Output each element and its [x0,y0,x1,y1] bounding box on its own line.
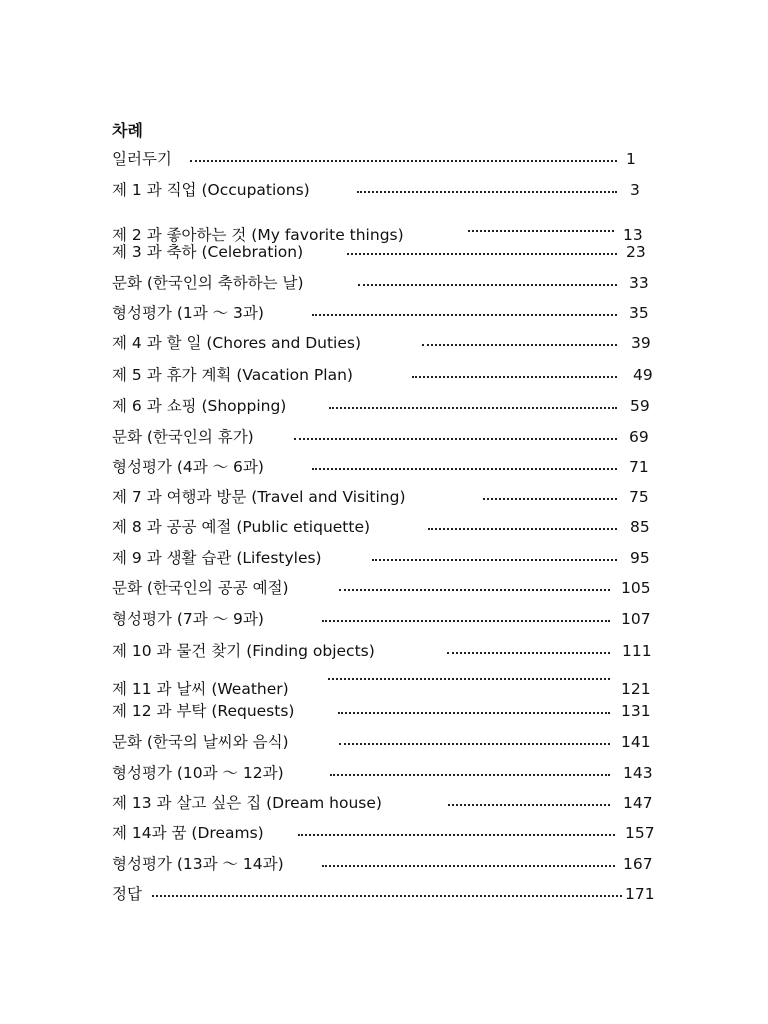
toc-entry-label: 문화 (한국인의 휴가) [112,428,254,446]
toc-dot-leader [468,230,614,232]
toc-entry-page: 95 [630,549,650,567]
toc-entry-page: 157 [625,824,655,842]
toc-entry-page: 85 [630,518,650,536]
toc-entry [112,364,656,386]
toc-entry [112,241,656,263]
toc-entry [112,302,656,324]
toc-entry-label: 제 9 과 생활 습관 (Lifestyles) [112,549,322,567]
toc-entry-page: 105 [621,579,651,597]
toc-entry-page: 171 [625,885,655,903]
toc-entry-label: 제 10 과 물건 찾기 (Finding objects) [112,642,375,660]
toc-dot-leader [448,804,610,806]
toc-entry [112,516,656,538]
toc-dot-leader [328,678,610,680]
toc-dot-leader [447,652,610,654]
toc-dot-leader [347,253,617,255]
toc-entry [112,608,656,630]
toc-entry-label: 제 2 과 좋아하는 것 (My favorite things) [112,226,404,244]
toc-dot-leader [428,528,617,530]
toc-entry-page: 167 [623,855,653,873]
toc-dot-leader [422,344,617,346]
toc-entry-label: 제 4 과 할 일 (Chores and Duties) [112,334,362,352]
toc-entry [112,456,656,478]
toc-dot-leader [329,407,617,409]
toc-entry-page: 13 [623,226,643,244]
toc-entry [112,822,656,844]
toc-entry-label: 문화 (한국의 날씨와 음식) [112,733,289,751]
toc-dot-leader [152,895,622,897]
toc-entry [112,179,656,201]
toc-entry [112,272,656,294]
toc-entry-page: 131 [621,702,651,720]
toc-entry-label: 제 1 과 직업 (Occupations) [112,181,310,199]
toc-entry [112,792,656,814]
toc-entry-page: 23 [626,243,646,261]
toc-entry [112,547,656,569]
toc-entry-label: 형성평가 (13과 ～ 14과) [112,855,284,873]
toc-entry [112,332,656,354]
toc-dot-leader [190,160,617,162]
toc-dot-leader [372,559,617,561]
toc-dot-leader [339,589,610,591]
toc-dot-leader [298,834,615,836]
toc-entry-page: 71 [629,458,649,476]
toc-entry [112,148,656,170]
toc-entry [112,426,656,448]
toc-entry-page: 141 [621,733,651,751]
toc-entry [112,640,656,662]
toc-entry-label: 제 12 과 부탁 (Requests) [112,702,295,720]
toc-entry-page: 107 [621,610,651,628]
toc-entry-page: 69 [629,428,649,446]
toc-dot-leader [330,774,610,776]
toc-entry-page: 39 [631,334,651,352]
toc-entry-label: 제 14과 꿈 (Dreams) [112,824,264,842]
toc-entry-page: 143 [623,764,653,782]
toc-entry-label: 제 8 과 공공 예절 (Public etiquette) [112,518,371,536]
toc-entry-page: 75 [629,488,649,506]
toc-entry-label: 제 13 과 살고 싶은 집 (Dream house) [112,794,382,812]
toc-dot-leader [294,438,617,440]
toc-entry [112,883,656,905]
toc-entry-page: 1 [626,150,636,168]
toc-entry [112,678,656,700]
toc-entry-label: 형성평가 (4과 ～ 6과) [112,458,264,476]
toc-entry [112,486,656,508]
toc-dot-leader [358,284,617,286]
toc-entry-label: 형성평가 (10과 ～ 12과) [112,764,284,782]
toc-dot-leader [357,191,617,193]
toc-title: 차례 [112,121,143,140]
toc-entry-page: 147 [623,794,653,812]
toc-entry [112,762,656,784]
toc-entry-page: 3 [630,181,640,199]
toc-entry [112,577,656,599]
toc-entry-label: 제 11 과 날씨 (Weather) [112,680,289,698]
toc-entry [112,395,656,417]
toc-entry-label: 형성평가 (7과 ～ 9과) [112,610,264,628]
toc-entry [112,731,656,753]
toc-dot-leader [412,376,617,378]
toc-dot-leader [312,314,617,316]
toc-entry-page: 35 [629,304,649,322]
toc-entry [112,700,656,722]
toc-entry-page: 121 [621,680,651,698]
toc-entry-label: 형성평가 (1과 ～ 3과) [112,304,264,322]
toc-dot-leader [312,468,617,470]
toc-entry-label: 제 7 과 여행과 방문 (Travel and Visiting) [112,488,406,506]
toc-entry-page: 49 [633,366,653,384]
toc-entry [112,853,656,875]
toc-entry-label: 제 5 과 휴가 계획 (Vacation Plan) [112,366,353,384]
toc-dot-leader [322,865,615,867]
toc-entry-label: 문화 (한국인의 축하하는 날) [112,274,304,292]
toc-entry-label: 제 3 과 축하 (Celebration) [112,243,304,261]
toc-entry-page: 111 [622,642,652,660]
toc-entry-label: 정답 [112,885,142,903]
toc-entry-page: 33 [629,274,649,292]
toc-entry-label: 일러두기 [112,150,172,168]
toc-entry-page: 59 [630,397,650,415]
toc-entry-label: 제 6 과 쇼핑 (Shopping) [112,397,287,415]
toc-dot-leader [338,712,610,714]
toc-dot-leader [322,620,610,622]
toc-dot-leader [339,743,610,745]
toc-entry-label: 문화 (한국인의 공공 예절) [112,579,289,597]
toc-dot-leader [483,498,617,500]
